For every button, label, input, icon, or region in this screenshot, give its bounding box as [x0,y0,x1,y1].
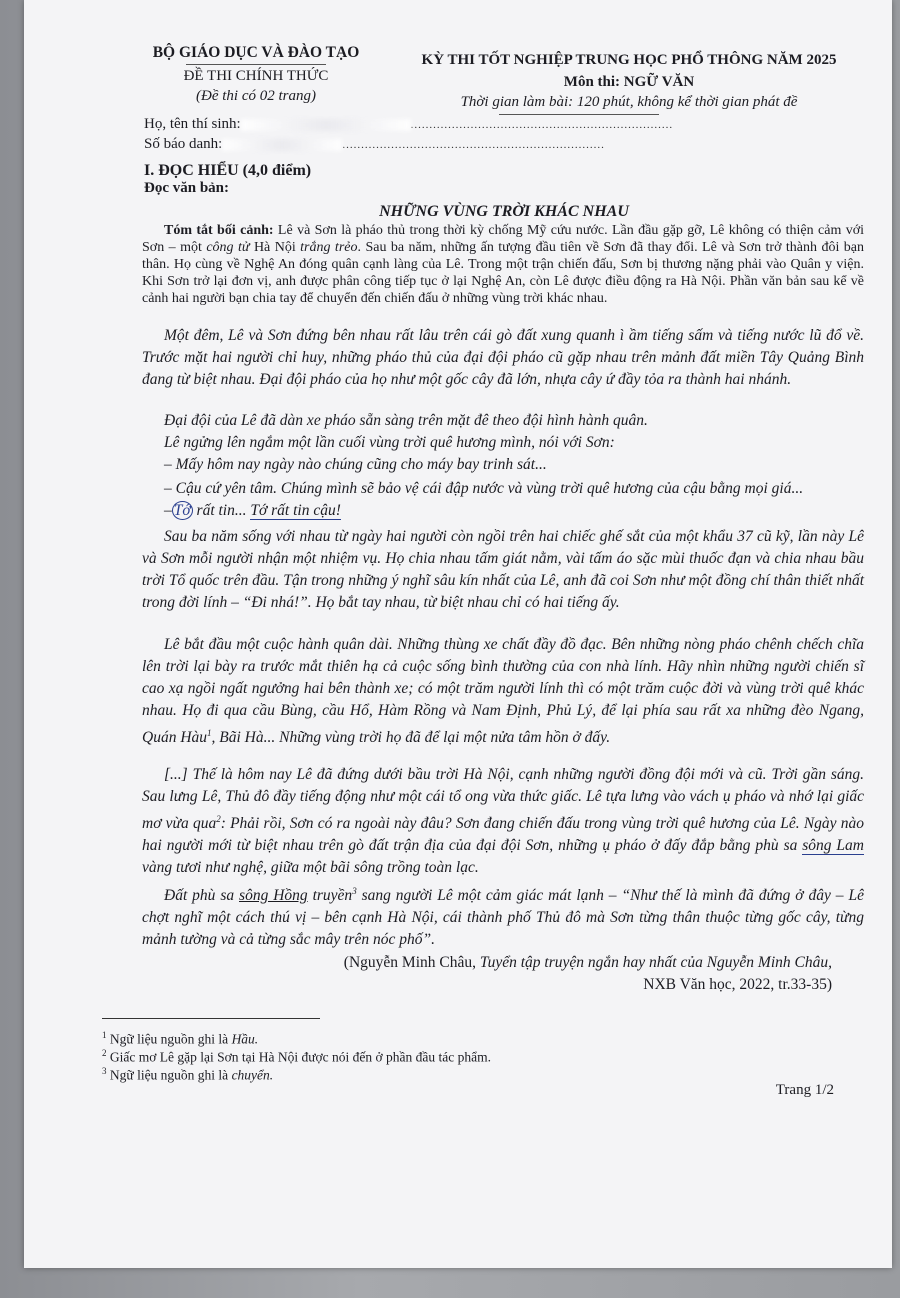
footnote-3 [102,1066,273,1084]
subject: Môn thi: NGỮ VĂN [563,74,695,90]
source-author: (Nguyễn Minh Châu, [343,954,480,971]
footnote-1-num: 1 [102,1030,107,1040]
official-label: ĐỀ THI CHÍNH THỨC [183,68,329,84]
header-rule-left [186,64,326,65]
story-p3-b: , Bãi Hà... Những vùng trời họ đã để lại một nửa tâm hồn ở đấy. [211,729,611,747]
story-p5-b: truyền [307,887,353,905]
story-p1-text: Một đêm, Lê và Sơn đứng bên nhau rất lâu trên cái gò đất xung quanh ì ầm tiếng sấm và tiếng nước lũ đổ về. Trước mặt hai người chỉ huy, những pháo thủ của đại đội pháo cũ gặp nhau trên mảnh đất miền Tây Quảng Bình đang từ biệt nhau. Đại đội pháo của họ như một gốc cây đã lớn, nhựa cây ứ đầy tỏa ra thành hai nhánh. [142,327,864,388]
footnote-ref-3: 3 [352,886,357,896]
footnote-1-text: Ngữ liệu nguồn ghi là [106,1031,232,1047]
footnote-2-text: Giấc mơ Lê gặp lại Sơn tại Hà Nội được nói đến ở phần đầu tác phẩm. [106,1049,492,1065]
candidate-name-row [144,116,673,133]
story-p5-a: Đất phù sa [164,887,240,905]
candidate-id-row [144,136,605,153]
redacted-id [222,139,342,151]
exam-title: KỲ THI TỐT NGHIỆP TRUNG HỌC PHỔ THÔNG NĂM 2025 [421,52,837,68]
story-paragraph-1 [142,325,864,391]
footnote-2 [102,1048,491,1066]
summary-text-b: Hà Nội [249,240,301,255]
pages-note: (Đề thi có 02 trang) [196,88,316,104]
ministry-name: BỘ GIÁO DỤC VÀ ĐÀO TẠO [152,44,360,61]
footnote-2-num: 2 [102,1048,107,1058]
source-line-1 [344,952,832,974]
story-p4-b: : Phải rồi, Sơn có ra ngoài này đâu? Sơn đang chiến đấu trong vùng trời quê hương của Lê. Ngày nào hai người mới từ biệt nhau trên gò đất trận địa của đại đội Sơn, những ụ pháo ở đấy đắp bằng phù sa [142,815,864,855]
section-heading: I. ĐỌC HIỂU (4,0 điểm) [144,162,312,179]
footnote-3-italic: chuyển. [231,1067,274,1083]
read-label: Đọc văn bản: [144,180,230,196]
name-dots: ...................................................................... [410,119,674,131]
story-p2-text: Sau ba năm sống với nhau từ ngày hai người còn ngồi trên hai chiếc ghế sắt của một khẩu 37 cũ kỹ, lần này Lê và Sơn mỗi người nhận một nhiệm vụ. Họ chia nhau tấm giát nằm, vài tấm áo sặc mùi thuốc đạn và chia nhau bầu trời Tổ quốc trên đầu. Tận trong những ý nghĩ sâu kín nhất của Lê, anh đã coi Sơn như một đồng chí thân thiết nhất trong đời lính – “Đi nhá!”. Họ bắt tay nhau, từ biệt nhau chỉ có hai tiếng ấy. [142,528,864,611]
source-book: Tuyển tập truyện ngắn hay nhất của Nguyễn Minh Châu, [479,954,832,971]
exam-paper [24,0,892,1268]
circled-word: Tớ [173,502,191,519]
summary-italic-b: trắng trẻo [300,240,358,255]
summary-text-c: . Sau ba năm, những ấn tượng đầu tiên về Sơn đã thay đổi. Lê và Sơn trở thành đôi bạn thân. Họ cùng về Nghệ An đóng quân cạnh làng của Lê. Trong một trận chiến đấu, Sơn bị thương nặng phải vào Quân y viện. Khi Sơn trở lại đơn vị, anh được phân công tiếp tục ở lại Nghệ An, còn Lê được điều động ra Hà Nội. Phần văn bản sau kể về cảnh hai người bạn chia tay để chuyển đến chiến đấu ở những vùng trời khác nhau. [142,240,865,306]
story-p4-c: vàng tươi như nghệ, giữa một bãi sông trồng toàn lạc. [142,859,479,877]
story-paragraph-3 [142,634,864,749]
summary-text-a: Lê và Sơn là pháo thủ trong thời kỳ chống Mỹ cứu nước. Lần đầu gặp gỡ, Lê không có thiện cảm với Sơn – một [142,223,864,255]
underlined-phrase: Tớ rất tin cậu! [250,502,341,519]
footnote-3-num: 3 [102,1066,107,1076]
summary-label: Tóm tắt bối cảnh: [164,223,274,238]
story-line-1: Đại đội của Lê đã dàn xe pháo sẵn sàng trên mặt đê theo đội hình hành quân. [164,412,648,429]
id-dots: ...................................................................... [342,139,605,151]
story-paragraph-2 [142,526,864,614]
footnote-1 [102,1030,258,1048]
page-number: Trang 1/2 [775,1082,834,1098]
summary-italic-a: công tử [206,240,250,255]
footnote-rule [102,1018,320,1019]
header-rule-right [499,114,659,115]
candidate-id-label: Số báo danh: [144,136,223,152]
story-p3-a: Lê bắt đầu một cuộc hành quân dài. Những thùng xe chất đầy đồ đạc. Bên những nòng pháo chênh chếch chĩa lên trời lại bày ra trước mắt thiên hạ cả cuộc sống bình thường của con nhà lính. Hãy nhìn những người chiến sĩ cao xạ ngồi ngất ngưởng hai bên thành xe; có một trăm người lính thì có một trăm cuộc đời và vùng trời quê khác nhau. Họ đi qua cầu Bùng, cầu Hổ, Hàm Rồng và Nam Định, Phủ Lý, để lại phía sau rất xa những đèo Ngang, Quán Hàu [142,636,864,747]
story-title: NHỮNG VÙNG TRỜI KHÁC NHAU [379,203,629,220]
story-line-4: – Cậu cứ yên tâm. Chúng mình sẽ bảo vệ cái đập nước và vùng trời quê hương của cậu bằng mọi giá... [164,480,804,497]
candidate-name-label: Họ, tên thí sinh: [144,116,241,132]
redacted-name [241,119,411,131]
underlined-song-hong: sông Hồng [239,887,308,905]
footnote-3-text: Ngữ liệu nguồn ghi là [106,1067,232,1083]
footnote-ref-1: 1 [207,728,212,738]
story-paragraph-4 [142,764,864,879]
story-l5-a: rất tin... [192,502,251,519]
story-line-3: – Mấy hôm nay ngày nào chúng cũng cho máy bay trinh sát... [164,456,547,473]
footnote-1-italic: Hầu. [231,1031,259,1047]
source-line-2: NXB Văn học, 2022, tr.33-35) [643,976,832,993]
story-paragraph-5 [142,880,864,951]
underlined-song-lam: sông Lam [802,837,864,855]
summary-paragraph [142,222,864,307]
story-line-2: Lê ngửng lên ngắm một lần cuối vùng trời quê hương mình, nói với Sơn: [164,434,615,451]
footnote-ref-2: 2 [216,814,221,824]
story-p4-a: [...] Thế là hôm nay Lê đã đứng dưới bầu trời Hà Nội, cạnh những người đồng đội mới và cũ. Trời gần sáng. Sau lưng Lê, Thủ đô đầy tiếng động như một cái tổ ong vừa thức giấc. Lê tựa lưng vào vách ụ pháo và nhớ lại giấc mơ vừa qua [142,766,864,833]
story-line-5 [164,502,341,520]
exam-time: Thời gian làm bài: 120 phút, không kể thời gian phát đề [460,94,798,110]
dash: – [164,502,172,519]
story-p5-c: sang người Lê một cảm giác mát lạnh – “Như thế là mình đã đứng ở đây – Lê chợt nghĩ một cách thú vị – bên cạnh Hà Nội, cái thành phố Thủ đô mà Sơn từng thân thuộc từng gốc cây, từng mảnh tường và cả từng sắc mây trên nóc phố”. [142,887,864,949]
